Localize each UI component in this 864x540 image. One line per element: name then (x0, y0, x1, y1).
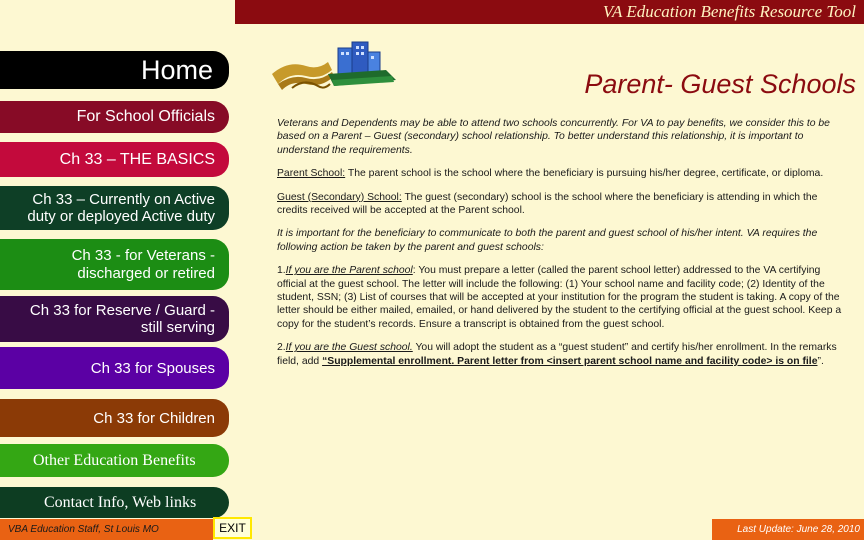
step1-text: : You must prepare a letter (called the parent school letter) addressed to the VA certifying official at the guest school. The letter will include the following: (1) Your school name and facility code; (2) Identity of the student, SSN; (3) List of courses that will be accepted at your institution for the program the student is taking. A copy of the letter should be either mailed, emailed, or hand delivered by the student to the certifying official at the guest school. Keep a copy for the student’s records. Ensure a transcript is obtained from the guest school. (277, 265, 842, 330)
nav-ch33-children-label: Ch 33 for Children (93, 409, 215, 427)
nav-home-label: Home (140, 54, 213, 85)
parent-school-label: Parent School: (277, 168, 346, 180)
nav-ch33-active-duty-button[interactable] (0, 186, 229, 230)
nav-contact-info-button[interactable] (0, 487, 229, 518)
main-content (277, 117, 843, 378)
page-title: Parent- Guest Schools (584, 69, 856, 99)
nav-ch33-active-duty-label-line2: duty or deployed Active duty (27, 208, 215, 225)
nav-ch33-spouses-button[interactable] (0, 347, 229, 389)
nav-ch33-reserve-guard-label-line2: still serving (140, 319, 215, 336)
step2-text: You will adopt the student as a “guest student” and certify his/her enrollment. In the remarks field, add (277, 342, 837, 367)
book-buildings-logo-icon (268, 40, 400, 102)
step2-paragraph (277, 341, 843, 368)
nav-ch33-veterans-label-line2: discharged or retired (77, 264, 215, 282)
step1-label: If you are the Parent school (285, 265, 413, 277)
nav-ch33-veterans-label-line1: Ch 33 - for Veterans - (71, 246, 215, 264)
nav-contact-info-label: Contact Info, Web links (44, 493, 197, 511)
step1-paragraph (277, 264, 843, 331)
step2-remarks-bold: “Supplemental enrollment. Parent letter from <insert parent school name and facility code> is on file (322, 355, 818, 367)
step2-end: ”. (817, 355, 824, 367)
nav-ch33-basics-label: Ch 33 – THE BASICS (59, 150, 215, 168)
nav-ch33-children-button[interactable] (0, 399, 229, 437)
nav-ch33-veterans-button[interactable] (0, 239, 229, 290)
nav-school-officials-label: For School Officials (76, 108, 215, 125)
site-banner (235, 0, 864, 24)
nav-home-button[interactable] (0, 51, 229, 89)
nav-ch33-active-duty-label-line1: Ch 33 – Currently on Active (32, 191, 215, 208)
parent-school-paragraph (277, 167, 843, 180)
important-paragraph: It is important for the beneficiary to communicate to both the parent and guest school of his/her intent. VA requires the following action be taken by the parent and guest schools: (277, 228, 818, 253)
step2-label: If you are the Guest school. (285, 342, 413, 354)
exit-button[interactable]: EXIT (213, 517, 252, 539)
staff-credit: VBA Education Staff, St Louis MO (0, 519, 213, 540)
site-title: VA Education Benefits Resource Tool (602, 2, 856, 21)
nav-ch33-spouses-label: Ch 33 for Spouses (90, 359, 215, 377)
intro-paragraph: Veterans and Dependents may be able to attend two schools concurrently. For VA to pay benefits, we consider this to be based on a Parent – Guest (secondary) school relationship. To better understand this relationship, it is important to understand the requirements. (277, 118, 830, 156)
guest-school-text: The guest (secondary) school is the school where the beneficiary is attending in which the credits received will be accepted at the Parent school. (277, 191, 818, 217)
nav-school-officials-button[interactable] (0, 101, 229, 133)
parent-school-text: The parent school is the school where the beneficiary is pursuing his/her degree, certificate, or diploma. (345, 168, 824, 180)
step1-number: 1. (277, 265, 286, 277)
guest-school-label: Guest (Secondary) School: (277, 191, 402, 203)
nav-other-education-benefits-label: Other Education Benefits (33, 451, 196, 469)
guest-school-paragraph (277, 191, 843, 218)
nav-ch33-basics-button[interactable] (0, 142, 229, 177)
nav-other-education-benefits-button[interactable] (0, 444, 229, 477)
nav-ch33-reserve-guard-button[interactable] (0, 296, 229, 342)
last-update: Last Update: June 28, 2010 (712, 519, 864, 540)
step2-number: 2. (277, 342, 286, 354)
nav-ch33-reserve-guard-label-line1: Ch 33 for Reserve / Guard - (29, 302, 215, 319)
